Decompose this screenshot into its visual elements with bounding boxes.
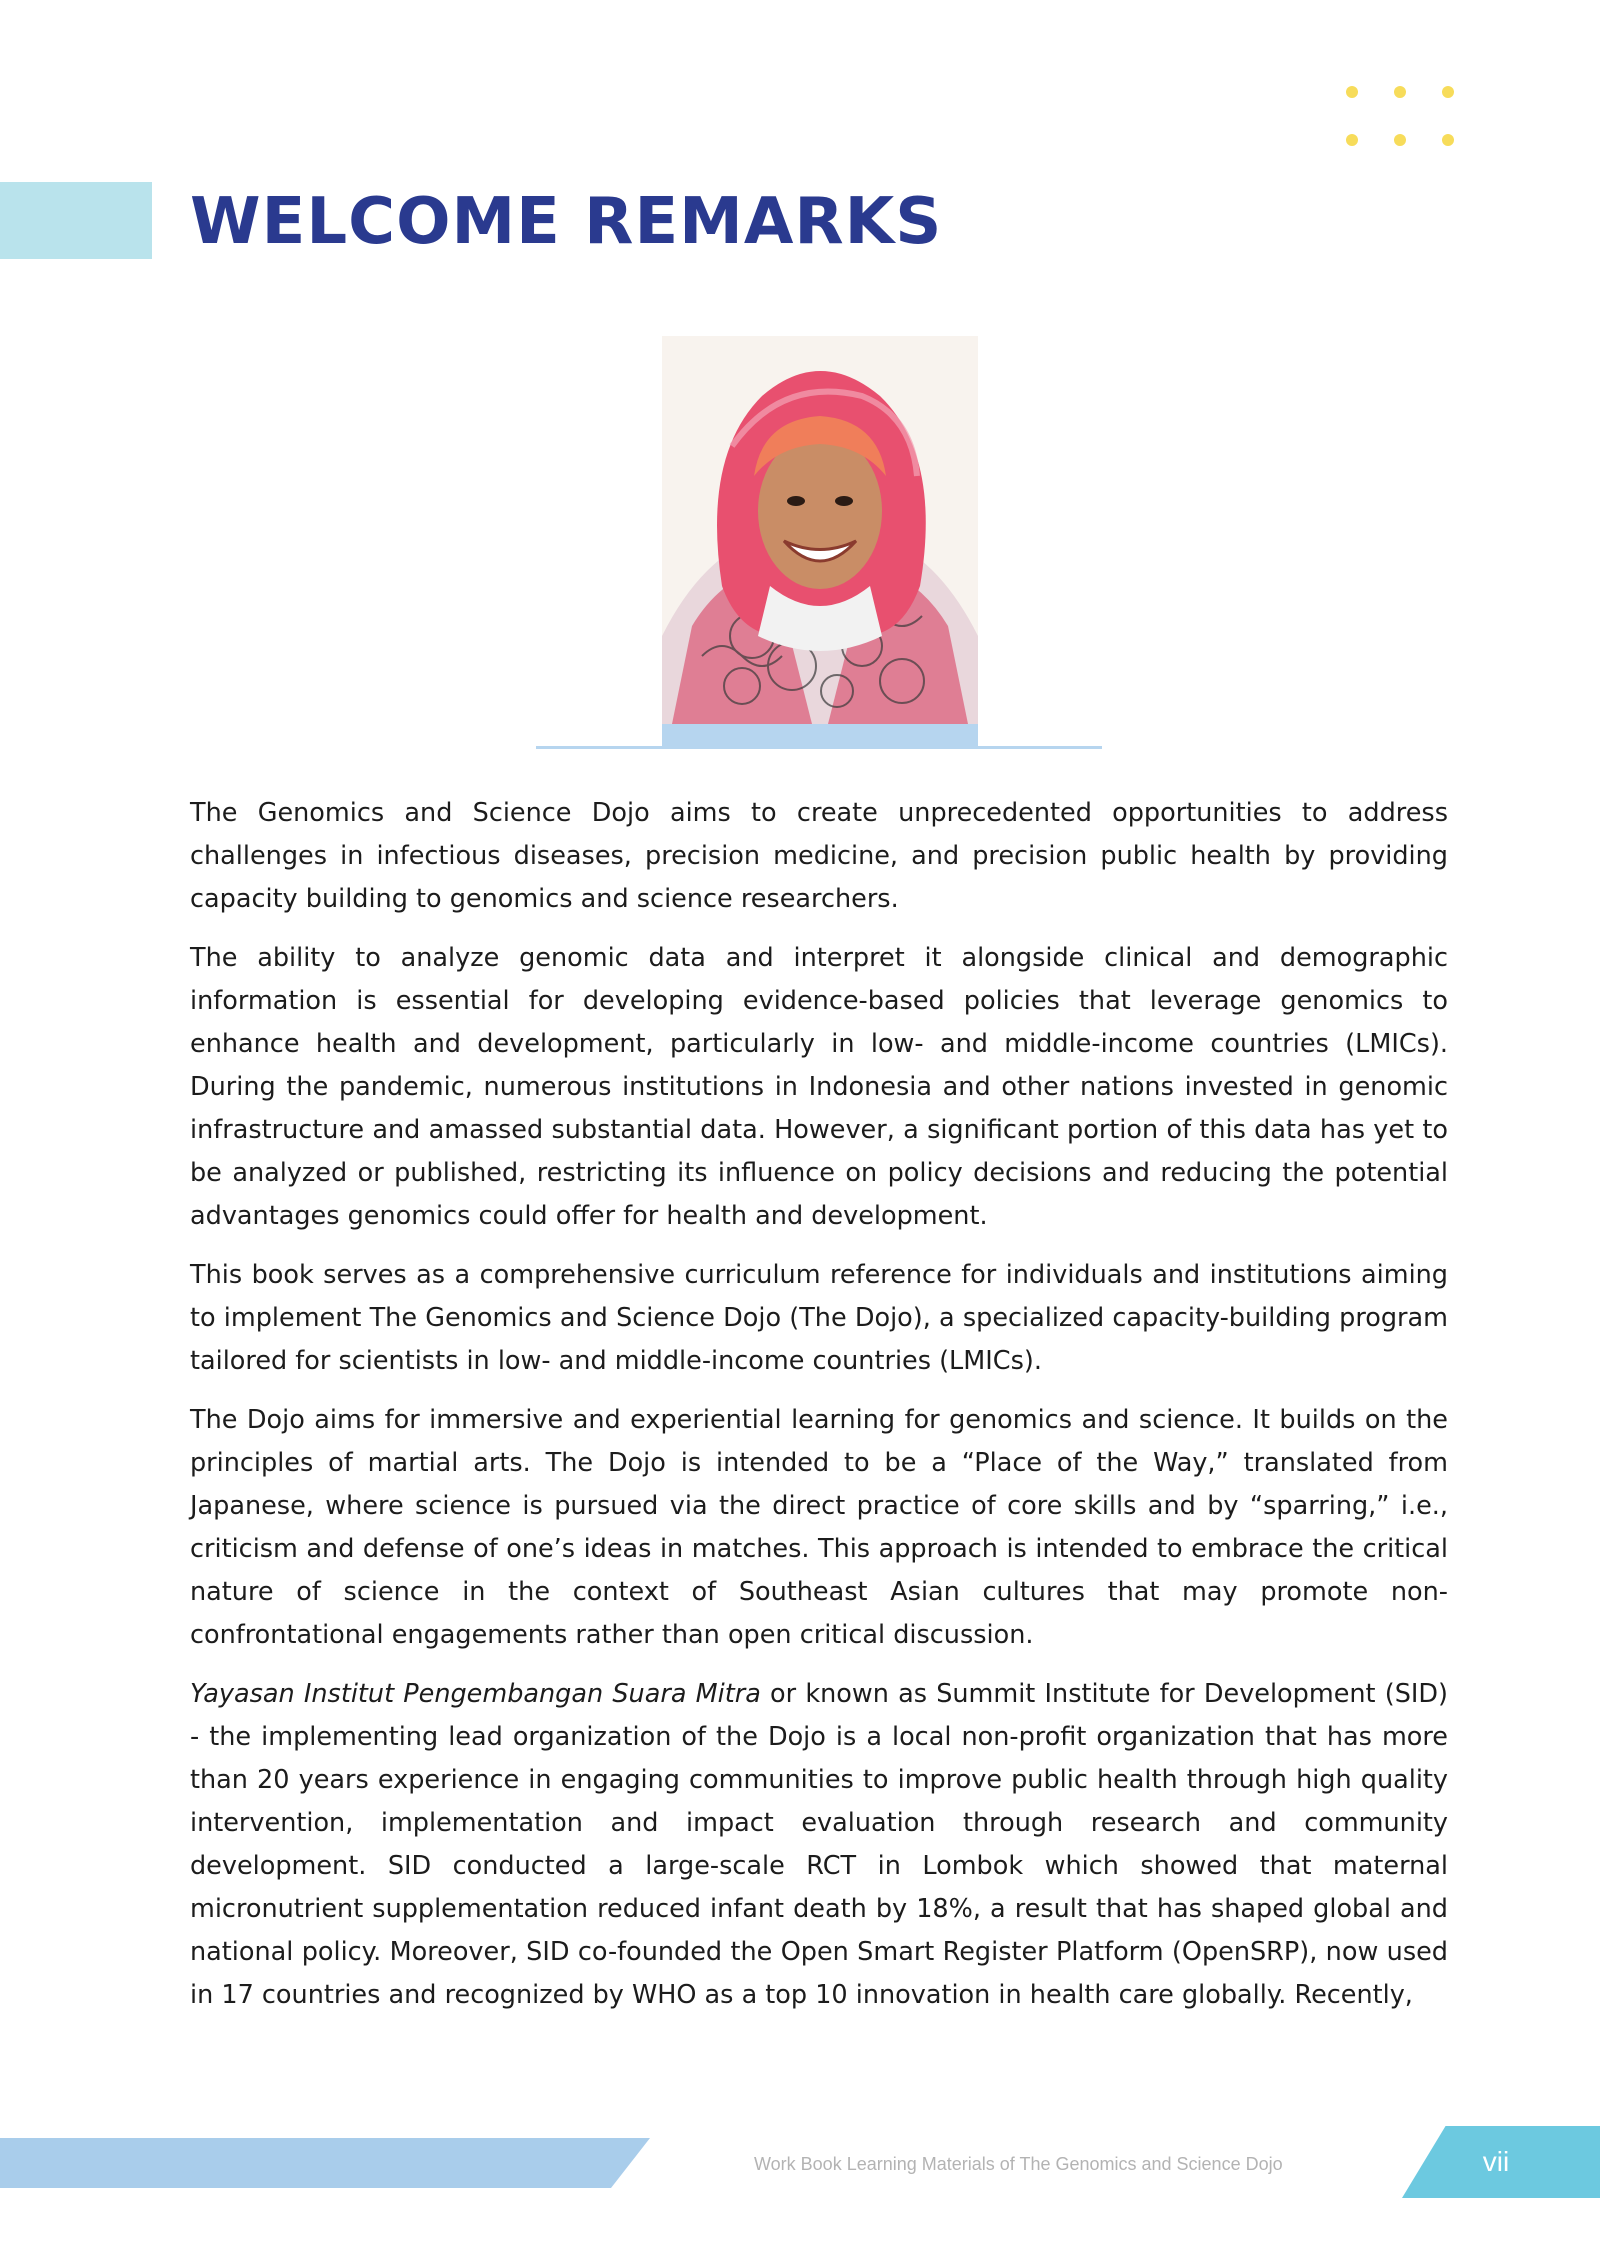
dot-icon xyxy=(1394,134,1406,146)
dot-icon xyxy=(1394,86,1406,98)
portrait-photo xyxy=(662,336,978,724)
organization-name: Yayasan Institut Pengembangan Suara Mitra xyxy=(190,1679,761,1709)
decorative-dots xyxy=(1346,86,1456,158)
portrait-photo-icon xyxy=(662,336,978,724)
paragraph: The Dojo aims for immersive and experiential learning for genomics and science. It builds on the principles of martial arts. The Dojo is intended to be a “Place of the Way,” translated from Japanese, where science is pursued via the direct practice of core skills and by “sparring,” i.e., criticism and defense of one’s ideas in matches. This approach is intended to embrace the critical nature of science in the context of Southeast Asian cultures that may promote non-confrontational engagements rather than open critical discussion. xyxy=(190,1405,1448,1650)
paragraph-text: or known as Summit Institute for Development (SID) - the implementing lead organization of the Dojo is a local non-profit organization that has more than 20 years experience in engaging communities to improve public health through high quality intervention, implementation and impact evaluation through research and community development. SID conducted a large-scale RCT in Lombok which showed that maternal micronutrient supplementation reduced infant death by 18%, a result that has shaped global and national policy. Moreover, SID co-founded the Open Smart Register Platform (OpenSRP), now used in 17 countries and recognized by WHO as a top 10 innovation in health care globally. Recently, xyxy=(190,1679,1448,2010)
footer-book-title: Work Book Learning Materials of The Genomics and Science Dojo xyxy=(754,2154,1283,2174)
paragraph: The Genomics and Science Dojo aims to create unprecedented opportunities to address challenges in infectious diseases, precision medicine, and precision public health by providing capacity building to genomics and science researchers. xyxy=(190,798,1448,914)
remarks-body xyxy=(190,792,1448,2033)
dot-icon xyxy=(1346,134,1358,146)
dot-icon xyxy=(1346,86,1358,98)
header-accent-bar xyxy=(0,182,152,259)
paragraph: The ability to analyze genomic data and interpret it alongside clinical and demographic information is essential for developing evidence-based policies that leverage genomics to enhance health and development, particularly in low- and middle-income countries (LMICs). During the pandemic, numerous institutions in Indonesia and other nations invested in genomic infrastructure and amassed substantial data. However, a significant portion of this data has yet to be analyzed or published, restricting its influence on policy decisions and reducing the potential advantages genomics could offer for health and development. xyxy=(190,943,1448,1231)
paragraph: This book serves as a comprehensive curriculum reference for individuals and institutions aiming to implement The Genomics and Science Dojo (The Dojo), a specialized capacity-building program tailored for scientists in low- and middle-income countries (LMICs). xyxy=(190,1260,1448,1376)
footer-accent-bar xyxy=(0,2138,650,2188)
dot-icon xyxy=(1442,86,1454,98)
dot-icon xyxy=(1442,134,1454,146)
portrait-divider xyxy=(536,746,1102,749)
portrait-base-bar xyxy=(662,724,978,746)
paragraph xyxy=(190,1673,1448,2017)
page-number: vii xyxy=(1482,2146,1510,2177)
page-title: WELCOME REMARKS xyxy=(190,185,943,259)
